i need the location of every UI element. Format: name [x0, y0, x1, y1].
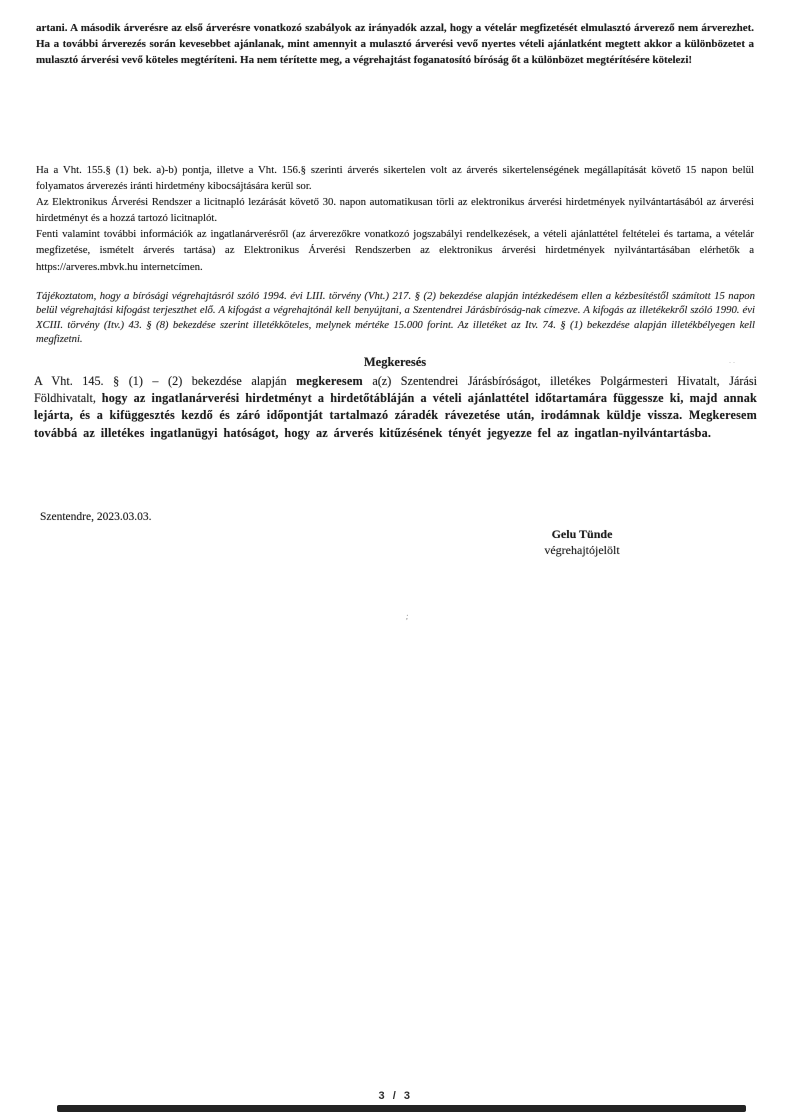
signature-block [501, 526, 663, 558]
scan-speck-artifact: .. [729, 356, 737, 365]
request-segment-bold-2: hogy az ingatlanárverési hirdetményt a hirdetőtábláján a vételi ajánlattétel időtartamára függessze ki, majd annak lejárta, és a kifüggesztés kezdő és záró időpontját tartalmazó záradék rávezetése után, irodámnak küldje vissza. Megkeresem továbbá az illetékes ingatlanügyi hatóságot, hogy az árverés kitűzésének tényét jegyezze fel az ingatlan-nyilvántartásba. [34, 391, 757, 440]
page-number: 3 / 3 [378, 1090, 413, 1102]
paragraph-further-info: Fenti valamint további információk az ingatlanárverésről (az árverezőkre vonatkozó jogszabályi rendelkezések, a vételi ajánlattétel feltételei és tartama, a vételár megfizetése, ismételt árverés tartása) az Elektronikus Árverési Rendszerben az elektronikus árverési hirdetmények nyilvántartásában elérhetők a https://arveres.mbvk.hu internetcímen. [36, 228, 754, 273]
signatory-name: Gelu Tünde [551, 527, 613, 541]
paragraph-ears-deletion: Az Elektronikus Árverési Rendszer a licitnapló lezárását követő 30. napon automatikusan törli az elektronikus árverési hirdetmények nyilvántartásából az árverési hirdetményt és a hozzá tartozó licitnaplót. [36, 196, 754, 225]
legal-notice-italic: Tájékoztatom, hogy a bírósági végrehajtásról szóló 1994. évi LIII. törvény (Vht.) 217. § (2) bekezdése alapján intézkedésem ellen a kézbesítéstől számított 15 napon belül végrehajtási kifogást terjeszthet elő. A kifogást a végrehajtónál kell benyújtani, a Szentendrei Járásbíróság-nak címezve. A kifogás az illetékekről szóló 1990. évi XCIII. törvény (Itv.) 43. § (8) bekezdése szerint illetékköteles, melynek mértéke 15.000 forint. Az illetéket az Itv. 74. § (1) bekezdése alapján illetékbélyegen kell megfizetni. [36, 290, 755, 345]
scan-squiggle-artifact: ; [405, 610, 410, 622]
signatory-title: végrehajtójelölt [544, 543, 620, 557]
top-paragraph-second-auction-rules: artani. A második árverésre az első árverésre vonatkozó szabályok az irányadók azzal, hogy a vételár megfizetését elmulasztó árverező nem árverezhet. Ha a további árverezés során kevesebbet ajánlanak, mint amennyit a mulasztó árverési vevő nyertes vételi ajánlatként megtett akkor a különbözetet a mulasztó árverési vevő köteles megtéríteni. Ha nem térítette meg, a végrehajtást foganatosító bíróság őt a különbözet megtérítésére kötelezi! [36, 22, 754, 66]
request-segment-bold-1: megkeresem [296, 374, 363, 388]
section-heading-megkereses: Megkeresés [363, 355, 427, 369]
request-segment-regular-1: A Vht. 145. § (1) – (2) bekezdése alapján [34, 374, 297, 388]
vht-section [36, 162, 754, 275]
request-segment-regular-2: a(z) Szentendrei Járásbíróságot, illetékes Polgármesteri Hivatalt, Járási Földhivatalt, [34, 374, 757, 406]
request-paragraph [34, 373, 757, 442]
scanner-black-bar [57, 1105, 746, 1112]
place-and-date-line: Szentendre, 2023.03.03. [40, 511, 152, 523]
paragraph-failed-auction: Ha a Vht. 155.§ (1) bek. a)-b) pontja, illetve a Vht. 156.§ szerinti árverés sikertelen volt az árverés sikertelenségének megállapítását követő 15 napon belül folyamatos árverezés iránti hirdetmény kibocsájtására kerül sor. [36, 164, 754, 193]
